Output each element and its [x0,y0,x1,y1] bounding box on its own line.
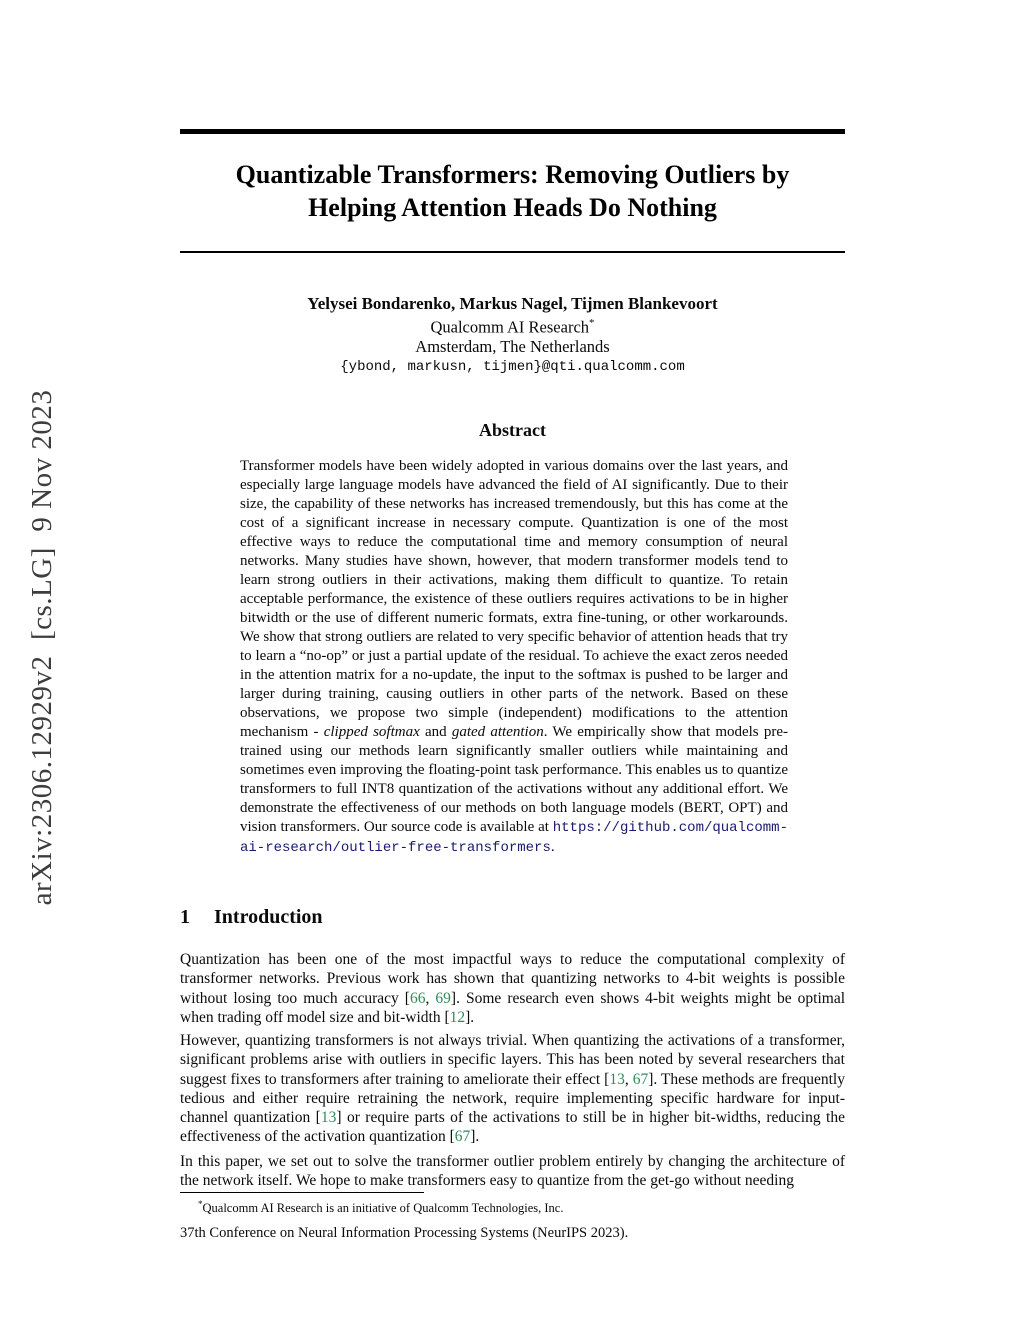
text-run: ] or require parts of the activations to still be in higher bit-widths, reducing the effectiveness of the activation quantization [ [180,1109,845,1146]
citation-ref[interactable]: 12 [449,1008,466,1026]
text-run: ]. [470,1128,480,1146]
affiliation-footnote [180,1199,845,1216]
citation-ref[interactable]: 13 [609,1070,625,1088]
paper-title-line-1: Quantizable Transformers: Removing Outliers by [235,160,790,189]
italic-text: clipped softmax [323,724,420,740]
text-run: , [624,1070,633,1088]
text-run: , [425,989,436,1007]
section-title: Introduction [214,906,323,928]
intro-paragraph-1 [180,950,845,1027]
intro-paragraph-2 [180,1031,845,1147]
footnote-text: Qualcomm AI Research is an initiative of Qualcomm Technologies, Inc. [202,1201,564,1216]
text-run: ]. Some research even shows 4-bit weights might be optimal when trading off model size and bit-width [ [180,989,846,1026]
text-run: and [419,724,452,740]
affiliation-footnote-marker: * [589,316,595,329]
title-rule-top [180,129,845,134]
citation-ref[interactable]: 66 [409,989,426,1007]
text-run: Quantization has been one of the most impactful ways to reduce the computational complexity of transformer networks. Previous work has shown that quantizing networks to 4-bit weights is possible without losing too much accuracy [ [180,951,845,1007]
text-run: In this paper, we set out to solve the transformer outlier problem entirely by changing the architecture of the network itself. We hope to make transformers easy to quantize from the get-go without needing [180,1153,845,1190]
title-rule-bottom [180,251,845,253]
source-code-link[interactable]: https://github.com/qualcomm-ai-research/outlier-free-transformers [240,820,788,856]
paper-title-line-2: Helping Attention Heads Do Nothing [308,193,717,222]
paper-title [180,158,845,224]
affiliation-city: Amsterdam, The Netherlands [415,336,610,356]
affiliation [180,314,845,337]
text-run: . [550,839,555,855]
intro-paragraph-3 [180,1152,845,1191]
text-run: ]. [465,1008,475,1026]
conference-footer: 37th Conference on Neural Information Processing Systems (NeurIPS 2023). [180,1225,629,1241]
footnote-marker: * [198,1199,203,1209]
text-run: However, quantizing transformers is not always trivial. When quantizing the activations of a transformer, significant problems arise with outliers in specific layers. This has been noted by several researchers that suggest fixes to transformers after training to ameliorate their effect [ [180,1032,845,1088]
citation-ref[interactable]: 69 [435,989,451,1007]
citation-ref[interactable]: 67 [454,1128,471,1146]
abstract-text [240,457,788,858]
text-run: . We empirically show that models pre-trained using our methods learn significantly smaller outliers while maintaining and sometimes even improving the floating-point task performance. This enables us to quantize transformers to full INT8 quantization of the activations without any additional effort. We demonstrate the effectiveness of our methods on both language models (BERT, OPT) and vision transformers. Our source code is available at [240,724,789,835]
author-names: Yelysei Bondarenko, Markus Nagel, Tijmen Blankevoort [307,294,718,313]
italic-text: gated attention [451,724,544,740]
section-number: 1 [180,906,190,928]
affiliation-name: Qualcomm AI Research [430,317,590,336]
abstract-heading: Abstract [479,420,546,440]
arxiv-stamp: arXiv:2306.12929v2 [cs.LG] 9 Nov 2023 [26,389,58,906]
text-run: ]. These methods are frequently tedious and either require retraining the network, require implementing specific hardware for input-channel quantization [ [180,1070,845,1127]
text-run: Transformer models have been widely adopted in various domains over the last years, and especially large language models have advanced the field of AI significantly. Due to their size, the capability of these networks has increased tremendously, but this has come at the cost of a significant increase in necessary compute. Quantization is one of the most effective ways to reduce the computational time and memory consumption of neural networks. Many studies have shown, however, that modern transformer models tend to learn strong outliers in their activations, making them difficult to quantize. To retain acceptable performance, the existence of these outliers requires activations to be in higher bitwidth or the use of different numeric formats, extra fine-tuning, or other workarounds. We show that strong outliers are related to very specific behavior of attention heads that try to learn a “no-op” or just a partial update of the residual. To achieve the exact zeros needed in the attention matrix for a no-update, the input to the softmax is pushed to be larger and larger during training, causing outliers in other parts of the network. Based on these observations, we propose two simple (independent) modifications to the attention mechanism - [240,458,788,740]
section-heading-introduction [180,906,845,929]
authors-block [180,294,845,378]
author-emails: {ybond, markusn, tijmen}@qti.qualcomm.com [340,359,685,375]
citation-ref[interactable]: 67 [632,1070,649,1088]
footnote-rule [180,1192,424,1193]
citation-ref[interactable]: 13 [320,1109,337,1127]
